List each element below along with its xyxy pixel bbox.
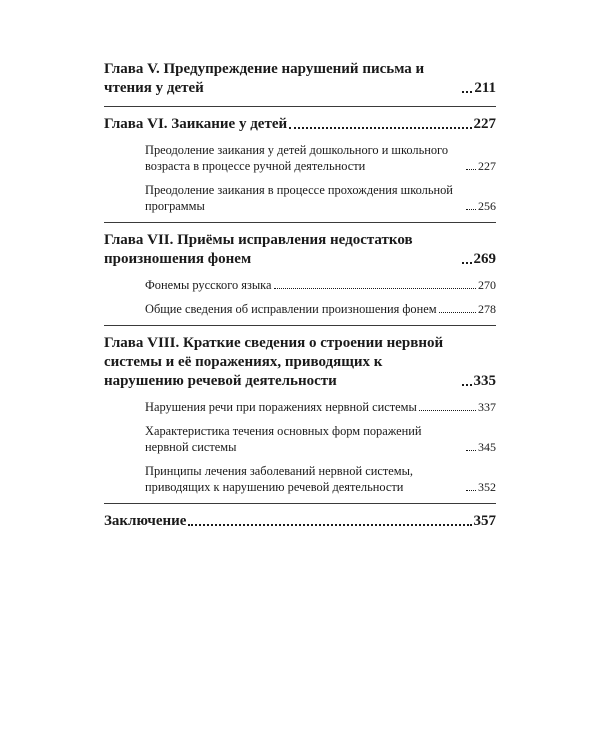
dot-leader <box>462 91 472 93</box>
toc-page-number: 227 <box>473 116 496 132</box>
toc-page-number: 278 <box>478 302 496 316</box>
toc-section[interactable] <box>145 463 496 495</box>
toc-chapter-7[interactable] <box>104 231 496 269</box>
dot-leader <box>466 450 476 451</box>
dot-leader <box>439 312 476 313</box>
toc-chapter-title: Глава VII. Приёмы исправления недостатков произношения фонем <box>104 232 413 267</box>
toc-section-title: Преодоление заикания у детей дошкольного и школьного возраста в процессе ручной деятельности <box>145 143 449 173</box>
toc-section-title: Принципы лечения заболеваний нервной системы, приводящих к нарушению речевой деятельности <box>145 464 414 494</box>
toc-page-number: 337 <box>478 400 496 414</box>
separator-line <box>104 222 496 223</box>
dot-leader <box>466 209 476 210</box>
toc-conclusion[interactable] <box>104 512 496 531</box>
toc-section[interactable] <box>145 142 496 174</box>
toc-page-number: 345 <box>478 440 496 454</box>
toc-page-number: 357 <box>473 513 496 529</box>
toc-page-number: 270 <box>478 278 496 292</box>
separator-line <box>104 106 496 107</box>
toc-section-title: Нарушения речи при поражениях нервной системы <box>145 400 417 414</box>
dot-leader <box>188 524 471 526</box>
toc-section[interactable] <box>145 182 496 214</box>
dot-leader <box>462 262 472 264</box>
separator-line <box>104 503 496 504</box>
toc-chapter-title: Глава V. Предупреждение нарушений письма и чтения у детей <box>104 61 425 96</box>
toc-chapter-title: Заключение <box>104 513 187 529</box>
toc-section-title: Общие сведения об исправлении произношения фонем <box>145 302 437 316</box>
toc-page-number: 256 <box>478 199 496 213</box>
toc-page-number: 352 <box>478 480 496 494</box>
toc-chapter-6[interactable] <box>104 115 496 134</box>
toc-section[interactable] <box>145 277 496 293</box>
toc-page-number: 335 <box>473 373 496 389</box>
dot-leader <box>462 384 472 386</box>
toc-section-title: Характеристика течения основных форм поражений нервной системы <box>145 424 422 454</box>
dot-leader <box>289 127 471 129</box>
dot-leader <box>274 288 476 289</box>
toc-section[interactable] <box>145 399 496 415</box>
separator-line <box>104 325 496 326</box>
toc-page-number: 269 <box>473 251 496 267</box>
toc-page-number: 227 <box>478 159 496 173</box>
table-of-contents <box>104 60 496 531</box>
toc-chapter-8[interactable] <box>104 334 496 391</box>
dot-leader <box>466 490 476 491</box>
toc-chapter-title: Глава VI. Заикание у детей <box>104 116 288 132</box>
toc-section[interactable] <box>145 301 496 317</box>
toc-chapter-5[interactable] <box>104 60 496 98</box>
toc-chapter-title: Глава VIII. Краткие сведения о строении нервной системы и её поражениях, приводящих к нарушению речевой деятельности <box>104 335 444 389</box>
dot-leader <box>466 169 476 170</box>
toc-page-number: 211 <box>474 80 496 96</box>
toc-section[interactable] <box>145 423 496 455</box>
toc-section-title: Фонемы русского языка <box>145 278 272 292</box>
toc-section-title: Преодоление заикания в процессе прохождения школьной программы <box>145 183 453 213</box>
dot-leader <box>419 410 476 411</box>
